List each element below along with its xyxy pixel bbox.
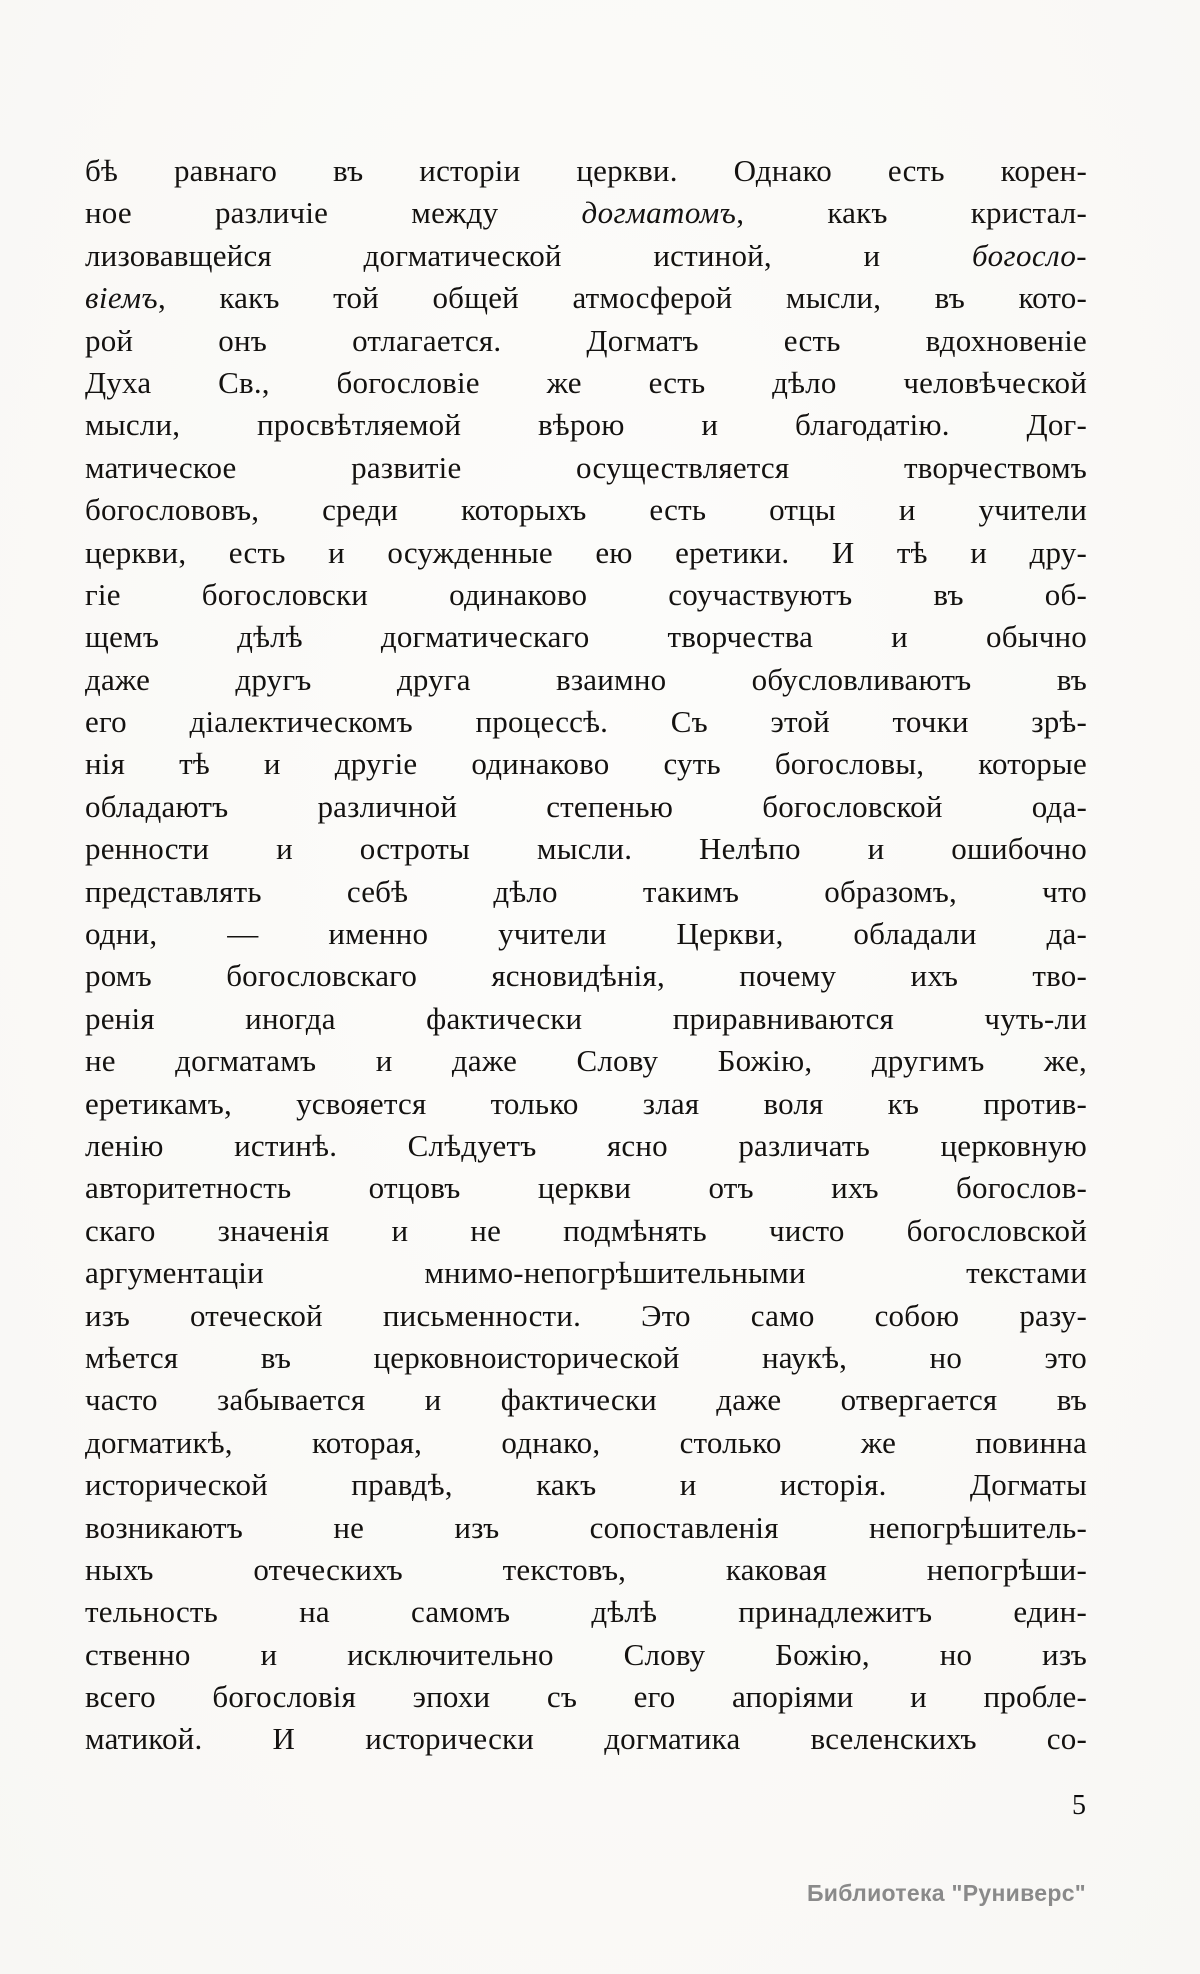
body-text [85,150,1087,1761]
text-line: ренія иногда фактически приравниваются чуть-ли [85,1000,1087,1036]
text-line: гіе богословски одинаково соучаствуютъ въ об- [85,576,1087,612]
text-line: не догматамъ и даже Слову Божію, другимъ же, [85,1043,1087,1079]
text-line: лизовавщейся догматической истиной, и богосло- [85,237,1087,273]
text-line: его діалектическомъ процессѣ. Съ этой точки зрѣ- [85,704,1087,740]
library-watermark: Библиотека "Руниверс" [806,1880,1086,1906]
text-line: рой онъ отлагается. Догматъ есть вдохновеніе [85,322,1087,358]
text-line: авторитетность отцовъ церкви отъ ихъ богослов- [85,1170,1087,1206]
text-line: матикой. И исторически догматика вселенскихъ со- [85,1721,1087,1757]
text-line: даже другъ друга взаимно обусловливаютъ въ [85,661,1087,697]
text-line: ренности и остроты мысли. Нелѣпо и ошибочно [85,831,1087,867]
text-line: возникаютъ не изъ сопоставленія непогрѣшитель- [85,1509,1087,1545]
text-line: еретикамъ, усвояется только злая воля къ против- [85,1085,1087,1121]
text-line: обладаютъ различной степенью богословской ода- [85,788,1087,824]
text-line: ственно и исключительно Слову Божію, но изъ [85,1636,1087,1672]
text-line: ленію истинѣ. Слѣдуетъ ясно различать церковную [85,1127,1087,1163]
text-line: всего богословія эпохи съ его апоріями и пробле- [85,1679,1087,1715]
text-line: богослововъ, среди которыхъ есть отцы и учители [85,492,1087,528]
text-line: ныхъ отеческихъ текстовъ, каковая непогрѣши- [85,1551,1087,1587]
text-line: віемъ, какъ той общей атмосферой мысли, въ кото- [85,280,1087,316]
text-line: церкви, есть и осужденные ею еретики. И тѣ и дру- [85,534,1087,570]
text-line: Духа Св., богословіе же есть дѣло человѣческой [85,364,1087,400]
text-line: аргументаціи мнимо-непогрѣшительными текстами [85,1255,1087,1291]
page-number: 5 [1072,1790,1086,1821]
text-line: тельность на самомъ дѣлѣ принадлежитъ един- [85,1594,1087,1630]
text-line: ромъ богословскаго ясновидѣнія, почему ихъ тво- [85,958,1087,994]
text-line: догматикѣ, которая, однако, столько же повинна [85,1424,1087,1460]
text-line: бѣ равнаго въ исторіи церкви. Однако есть корен- [85,153,1087,188]
text-line: одни, — именно учители Церкви, обладали да- [85,916,1087,952]
text-line: скаго значенія и не подмѣнять чисто богословской [85,1212,1087,1248]
text-line: щемъ дѣлѣ догматическаго творчества и обычно [85,619,1087,655]
text-line: ное различіе между догматомъ, какъ кристал- [85,195,1087,231]
text-line: мѣется въ церковноисторической наукѣ, но это [85,1339,1087,1375]
text-line: нія тѣ и другіе одинаково суть богословы, которые [85,746,1087,782]
text-line: изъ отеческой письменности. Это само собою разу- [85,1297,1087,1333]
text-line: мысли, просвѣтляемой вѣрою и благодатію. Дог- [85,407,1087,443]
text-line: представлять себѣ дѣло такимъ образомъ, что [85,873,1087,909]
text-line: часто забывается и фактически даже отвергается въ [85,1382,1087,1418]
text-line: матическое развитіе осуществляется творчествомъ [85,449,1087,485]
text-line: исторической правдѣ, какъ и исторія. Догматы [85,1467,1087,1503]
